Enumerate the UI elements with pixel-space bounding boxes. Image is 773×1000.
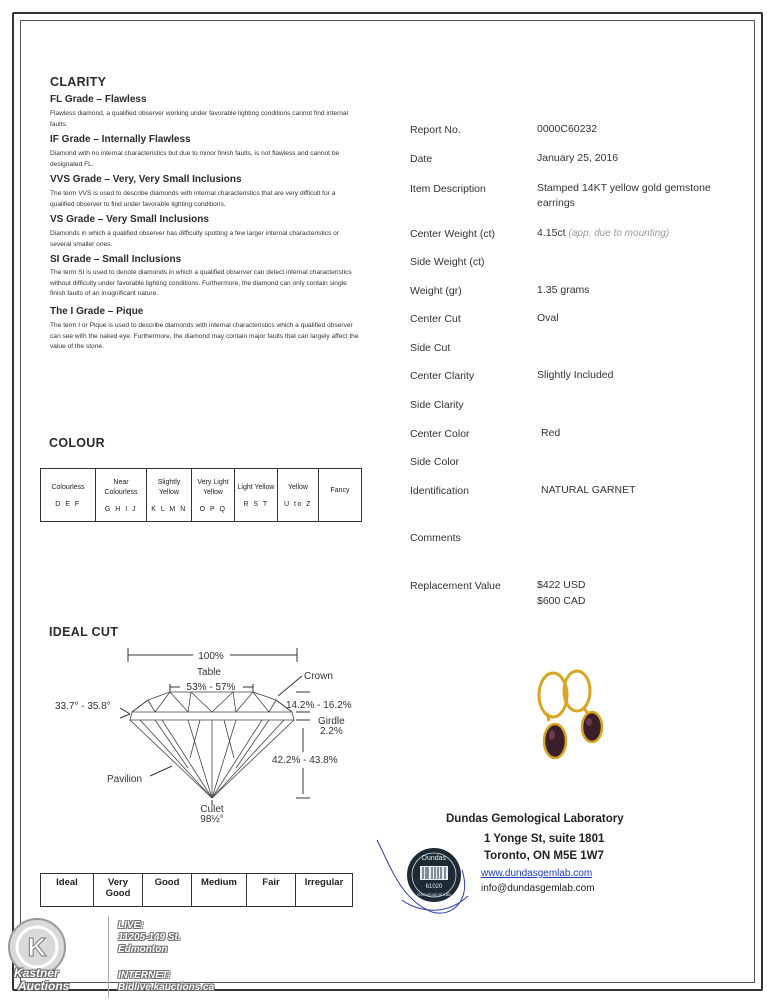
- clarity-grade-title: SI Grade – Small Inclusions: [50, 254, 182, 265]
- clarity-grade-title: FL Grade – Flawless: [50, 94, 147, 105]
- ideal-cut-title: IDEAL CUT: [49, 625, 119, 639]
- report-value: 1.35 grams: [537, 284, 590, 296]
- report-value: $422 USD: [537, 579, 586, 591]
- report-label: Date: [410, 153, 433, 165]
- report-label: Identification: [410, 485, 469, 497]
- report-label: Weight (gr): [410, 285, 462, 297]
- cut-grade-cell: Irregular: [296, 874, 353, 907]
- lab-name: Dundas Gemological Laboratory: [446, 813, 624, 825]
- report-label: Comments: [410, 532, 461, 544]
- colour-cell: Near Colourless G H I J: [96, 469, 147, 522]
- clarity-grade-title: The I Grade – Pique: [50, 306, 144, 317]
- report-value: January 25, 2016: [537, 152, 619, 164]
- cut-grade-cell: Fair: [247, 874, 296, 907]
- pavilion-depth-label: 42.2% - 43.8%: [272, 755, 338, 766]
- report-value: Oval: [537, 312, 559, 324]
- lab-email: info@dundasgemlab.com: [481, 883, 595, 894]
- culet-value: 98½°: [200, 814, 224, 825]
- cut-grade-cell: Ideal: [41, 874, 94, 907]
- colour-cell: Fancy: [319, 469, 362, 522]
- svg-text:K: K: [27, 932, 47, 962]
- report-value: $600 CAD: [537, 595, 586, 607]
- cut-grade-cell: Medium: [192, 874, 247, 907]
- live-label: LIVE:: [118, 920, 144, 931]
- lab-website-link[interactable]: www.dundasgemlab.com: [481, 868, 593, 879]
- colour-cell: Slightly Yellow K L M N: [147, 469, 192, 522]
- colour-cell: Light Yellow R S T: [235, 469, 278, 522]
- report-label: Center Cut: [410, 313, 461, 325]
- cut-grade-cell: Very Good: [94, 874, 143, 907]
- watermark-divider: [108, 916, 109, 998]
- clarity-grade-desc: Diamond with no internal characteristics but due to minor finish faults, is not flawless and cannot be designated FL.: [50, 150, 340, 168]
- report-label: Side Clarity: [410, 399, 464, 411]
- colour-cell: Yellow U to Z: [278, 469, 319, 522]
- report-label: Report No.: [410, 124, 461, 136]
- lab-address-2: Toronto, ON M5E 1W7: [484, 850, 604, 862]
- clarity-grade-title: VVS Grade – Very, Very Small Inclusions: [50, 174, 242, 185]
- internet-url: Bidlive.kauctions.ca: [118, 982, 215, 993]
- cut-grade-table: [40, 873, 353, 907]
- report-value: 0000C60232: [537, 123, 598, 135]
- clarity-grade-desc: Flawless diamond, a qualified observer working under favorable lighting conditions cannot find internal faults.: [50, 110, 348, 128]
- report-value: Red: [541, 427, 561, 439]
- girdle-label: Girdle: [318, 716, 345, 727]
- live-address: 11205-149 St.: [118, 932, 181, 943]
- clarity-grade-desc: Diamonds in which a qualified observer has difficulty spotting a few larger internal characteristics or several smaller ones.: [50, 230, 340, 248]
- report-label: Center Clarity: [410, 370, 475, 382]
- report-label: Replacement Value: [410, 580, 501, 592]
- crown-height-label: 14.2% - 16.2%: [286, 700, 352, 711]
- seal-bottom-text: Gemological Lab: [417, 892, 451, 897]
- report-value: 4.15ct (app. due to mounting): [537, 227, 670, 239]
- culet-label: Culet: [200, 804, 224, 815]
- clarity-grade-desc: The term I or Pique is used to describe diamonds with internal characteristics which a qualified observer can see with the naked eye. Furthermore, the diamond may contain major faults that can largely affect the value of the stone.: [50, 322, 359, 350]
- lab-seal: [372, 830, 482, 920]
- clarity-title: CLARITY: [50, 75, 107, 89]
- girdle-value: 2.2%: [320, 726, 343, 737]
- colour-cell: Very Light Yellow O P Q: [192, 469, 235, 522]
- report-value: NATURAL GARNET: [541, 484, 636, 496]
- live-city: Edmonton: [118, 944, 168, 955]
- report-label: Side Weight (ct): [410, 256, 485, 268]
- report-value: Stamped 14KT yellow gold gemstone earrings: [537, 182, 711, 209]
- clarity-grade-desc: The term VVS is used to describe diamonds with internal characteristics that are very difficult for a qualified observer to find under favorable lighting conditions.: [50, 190, 336, 208]
- clarity-grade-title: VS Grade – Very Small Inclusions: [50, 214, 209, 225]
- report-label: Center Weight (ct): [410, 228, 495, 240]
- diamond-cut-diagram: [40, 640, 380, 830]
- crown-label: Crown: [304, 671, 333, 682]
- seal-number: 61020: [425, 884, 443, 890]
- brand-top: Kastner: [14, 966, 59, 980]
- report-value: Slightly Included: [537, 369, 614, 381]
- report-label: Side Color: [410, 456, 460, 468]
- report-label: Side Cut: [410, 342, 451, 354]
- brand-bottom: Auctions: [18, 979, 70, 993]
- table-range: 53% - 57%: [186, 682, 236, 693]
- table-label: Table: [197, 667, 221, 678]
- pavilion-label: Pavilion: [107, 774, 143, 785]
- lab-address-1: 1 Yonge St, suite 1801: [484, 833, 605, 845]
- report-label: Center Color: [410, 428, 470, 440]
- report-label: Item Description: [410, 183, 486, 195]
- cut-grade-cell: Good: [143, 874, 192, 907]
- earrings-photo: [505, 665, 615, 780]
- colour-scale-table: [40, 468, 362, 522]
- clarity-grade-title: IF Grade – Internally Flawless: [50, 134, 191, 145]
- clarity-grade-desc: The term SI is used to denote diamonds in which a qualified observer can detect internal characteristics without difficulty under favorable lighting conditions. Furthermore, the diamond can only contain single finish faults of an insignificant nature.: [50, 269, 352, 297]
- crown-angle-label: 33.7° - 35.8°: [55, 701, 111, 712]
- internet-label: INTERNET:: [118, 970, 171, 981]
- seal-top-text: Dundas: [421, 855, 447, 862]
- colour-title: COLOUR: [49, 436, 105, 450]
- width-label: 100%: [198, 651, 224, 662]
- colour-cell: Colourless D E F: [41, 469, 96, 522]
- kastner-watermark: [0, 908, 260, 1000]
